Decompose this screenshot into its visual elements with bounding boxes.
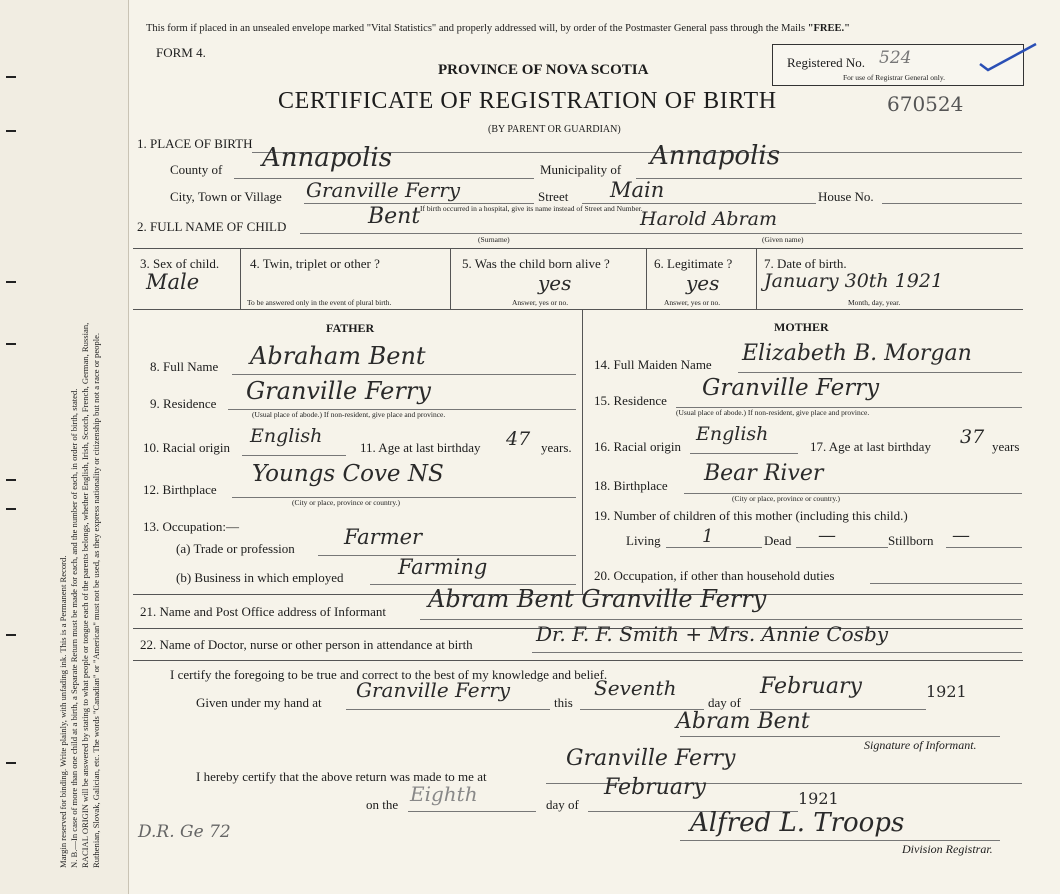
- doctor-label: 22. Name of Doctor, nurse or other person in attendance at birth: [140, 637, 473, 652]
- registered-value: 524: [879, 48, 912, 68]
- binding-tick: [6, 343, 16, 345]
- father-occupation-label: 13. Occupation:—: [143, 519, 240, 534]
- municipality-label: Municipality of: [540, 162, 622, 177]
- county-label: County of: [170, 162, 223, 177]
- field-line: [242, 455, 346, 456]
- date-of-birth-label: 7. Date of birth.: [764, 256, 847, 271]
- day-of-label: day of: [708, 695, 741, 710]
- born-alive-note: Answer, yes or no.: [512, 298, 569, 307]
- binding-tick: [6, 634, 16, 636]
- field-line: [420, 619, 1022, 620]
- certificate-subtitle: (BY PARENT OR GUARDIAN): [488, 124, 621, 135]
- born-alive-value: yes: [538, 271, 572, 295]
- registrar-day-value: Eighth: [410, 782, 478, 806]
- child-name-label: 2. FULL NAME OF CHILD: [137, 219, 287, 234]
- registrar-reference: D.R. Ge 72: [138, 822, 231, 842]
- twin-label: 4. Twin, triplet or other ?: [250, 256, 380, 271]
- certificate-title: CERTIFICATE OF REGISTRATION OF BIRTH: [278, 88, 777, 114]
- stamp-number: 670524: [887, 92, 964, 116]
- binding-tick: [6, 281, 16, 283]
- signature-line: [680, 840, 1000, 841]
- divider: [582, 310, 583, 594]
- on-the-label: on the: [366, 797, 399, 812]
- margin-line: N. B.—In case of more than one child at a birth, a Separate Return must be made for each, and the number of each, in order of birth, stated.: [69, 388, 79, 868]
- mother-birthplace-label: 18. Birthplace: [594, 478, 668, 493]
- father-residence-note: (Usual place of abode.) If non-resident, give place and province.: [252, 410, 446, 419]
- mother-residence-note: (Usual place of abode.) If non-resident, give place and province.: [676, 408, 870, 417]
- legitimate-value: yes: [686, 271, 720, 295]
- divider: [133, 248, 1023, 249]
- field-line: [870, 583, 1022, 584]
- mother-name-value: Elizabeth B. Morgan: [742, 341, 972, 366]
- registrar-signature: Alfred L. Troops: [690, 808, 905, 838]
- field-line: [232, 497, 576, 498]
- father-age-label: 11. Age at last birthday: [360, 440, 481, 455]
- binding-margin: [0, 0, 129, 894]
- mother-birthplace-value: Bear River: [704, 461, 824, 486]
- city-label: City, Town or Village: [170, 189, 282, 204]
- date-of-birth-note: Month, day, year.: [848, 298, 901, 307]
- given-year-value: 1921: [926, 682, 967, 701]
- street-label: Street: [538, 189, 569, 204]
- given-place-value: Granville Ferry: [356, 678, 511, 702]
- field-line: [690, 453, 798, 454]
- father-name-label: 8. Full Name: [150, 359, 219, 374]
- registrar-caption: Division Registrar.: [902, 842, 993, 856]
- mother-racial-origin-label: 16. Racial origin: [594, 439, 682, 454]
- field-line: [946, 547, 1022, 548]
- father-age-value: 47: [506, 428, 531, 450]
- postal-notice: [146, 23, 850, 34]
- child-given-name-value: Harold Abram: [640, 208, 778, 230]
- binding-tick: [6, 508, 16, 510]
- field-line: [300, 233, 1022, 234]
- mother-years-label: years: [992, 439, 1020, 454]
- province-heading: PROVINCE OF NOVA SCOTIA: [438, 62, 649, 78]
- sex-label: 3. Sex of child.: [140, 256, 220, 271]
- legitimate-label: 6. Legitimate ?: [654, 256, 733, 271]
- signature-line: [680, 736, 1000, 737]
- dead-value: —: [818, 525, 836, 546]
- trade-value: Farmer: [344, 525, 423, 549]
- stillborn-label: Stillborn: [888, 533, 934, 548]
- father-racial-origin-label: 10. Racial origin: [143, 440, 231, 455]
- living-label: Living: [626, 533, 661, 548]
- mother-name-label: 14. Full Maiden Name: [594, 357, 712, 372]
- city-value: Granville Ferry: [306, 178, 461, 202]
- divider: [133, 660, 1023, 661]
- mother-residence-label: 15. Residence: [594, 393, 667, 408]
- registrar-month-value: February: [604, 775, 706, 800]
- father-residence-value: Granville Ferry: [246, 377, 431, 405]
- field-line: [882, 203, 1022, 204]
- street-value: Main: [610, 178, 665, 202]
- sex-value: Male: [146, 270, 200, 294]
- registrar-year-value: 1921: [798, 789, 839, 808]
- mother-residence-value: Granville Ferry: [702, 375, 880, 401]
- registrar-use-note: For use of Registrar General only.: [843, 73, 945, 82]
- field-line: [232, 374, 576, 375]
- trade-label: (a) Trade or profession: [176, 541, 295, 556]
- father-residence-label: 9. Residence: [150, 396, 217, 411]
- divider: [646, 248, 647, 309]
- informant-label: 21. Name and Post Office address of Informant: [140, 604, 386, 619]
- form-number: FORM 4.: [156, 45, 206, 60]
- given-under-hand-label: Given under my hand at: [196, 695, 322, 710]
- field-line: [346, 709, 550, 710]
- father-birthplace-value: Youngs Cove NS: [252, 461, 444, 487]
- given-month-value: February: [760, 674, 862, 699]
- hospital-note: If birth occurred in a hospital, give its name instead of Street and Number.: [420, 204, 643, 213]
- binding-tick: [6, 762, 16, 764]
- father-heading: FATHER: [326, 321, 375, 335]
- margin-line: RACIAL ORIGIN will be answered by stating to what people or tongue each of the parents belongs, whether English, Irish, Scotch, French, German, Russian,: [80, 322, 90, 868]
- mother-occupation-label: 20. Occupation, if other than household duties: [594, 568, 835, 583]
- registrar-certification: I hereby certify that the above return was made to me at: [196, 769, 487, 784]
- binding-tick: [6, 130, 16, 132]
- margin-line: Margin reserved for binding. Write plainly, with unfading ink. This is a Permanent Record.: [58, 555, 68, 868]
- field-line: [408, 811, 536, 812]
- twin-note: To be answered only in the event of plural birth.: [247, 298, 392, 307]
- surname-caption: (Surname): [478, 235, 510, 244]
- mother-age-value: 37: [960, 426, 985, 448]
- margin-line: Ruthenian, Slovak, Galician, etc. The words "Canadian" or "American" must not be used, as they express nationality or citizenship but not a race or people.: [91, 332, 101, 868]
- field-line: [796, 547, 888, 548]
- date-of-birth-value: January 30th 1921: [764, 270, 944, 292]
- business-value: Farming: [398, 555, 488, 579]
- father-birthplace-label: 12. Birthplace: [143, 482, 217, 497]
- house-number-label: House No.: [818, 189, 874, 204]
- mother-racial-origin-value: English: [696, 423, 769, 445]
- father-years-label: years.: [541, 440, 572, 455]
- born-alive-label: 5. Was the child born alive ?: [462, 256, 610, 271]
- place-of-birth-heading: 1. PLACE OF BIRTH: [137, 136, 253, 151]
- registrar-place-value: Granville Ferry: [566, 746, 736, 771]
- county-value: Annapolis: [262, 143, 393, 173]
- check-mark-icon: [978, 42, 1038, 72]
- divider: [756, 248, 757, 309]
- dead-label: Dead: [764, 533, 792, 548]
- doctor-value: Dr. F. F. Smith + Mrs. Annie Cosby: [536, 622, 889, 646]
- informant-value: Abram Bent Granville Ferry: [428, 585, 767, 613]
- child-surname-value: Bent: [368, 204, 421, 229]
- divider: [133, 309, 1023, 310]
- field-line: [666, 547, 762, 548]
- field-line: [532, 652, 1022, 653]
- municipality-value: Annapolis: [650, 141, 781, 171]
- free-label: "FREE.": [807, 23, 850, 34]
- postal-notice-text: This form if placed in an unsealed envelope marked "Vital Statistics" and properly addressed will, by order of the Postmaster General pass through the Mails: [146, 23, 806, 34]
- living-value: 1: [702, 526, 714, 547]
- mother-age-label: 17. Age at last birthday: [810, 439, 931, 454]
- informant-certification: I certify the foregoing to be true and correct to the best of my knowledge and belief.: [170, 667, 608, 682]
- father-racial-origin-value: English: [250, 425, 323, 447]
- field-line: [738, 372, 1022, 373]
- margin-instructions: [58, 8, 102, 868]
- mother-heading: MOTHER: [774, 320, 829, 334]
- stillborn-value: —: [952, 525, 970, 546]
- field-line: [636, 178, 1022, 179]
- divider: [240, 248, 241, 309]
- given-day-value: Seventh: [594, 676, 677, 700]
- binding-tick: [6, 76, 16, 78]
- registered-label: Registered No.: [787, 55, 865, 70]
- registrar-day-of-label: day of: [546, 797, 579, 812]
- given-name-caption: (Given name): [762, 235, 804, 244]
- business-label: (b) Business in which employed: [176, 570, 344, 585]
- informant-signature-caption: Signature of Informant.: [864, 738, 977, 752]
- divider: [450, 248, 451, 309]
- father-name-value: Abraham Bent: [250, 342, 426, 370]
- informant-signature: Abram Bent: [676, 709, 810, 734]
- father-birthplace-note: (City or place, province or country.): [292, 498, 401, 507]
- children-count-label: 19. Number of children of this mother (including this child.): [594, 508, 908, 523]
- mother-birthplace-note: (City or place, province or country.): [732, 494, 841, 503]
- this-label: this: [554, 695, 573, 710]
- legitimate-note: Answer, yes or no.: [664, 298, 721, 307]
- binding-tick: [6, 479, 16, 481]
